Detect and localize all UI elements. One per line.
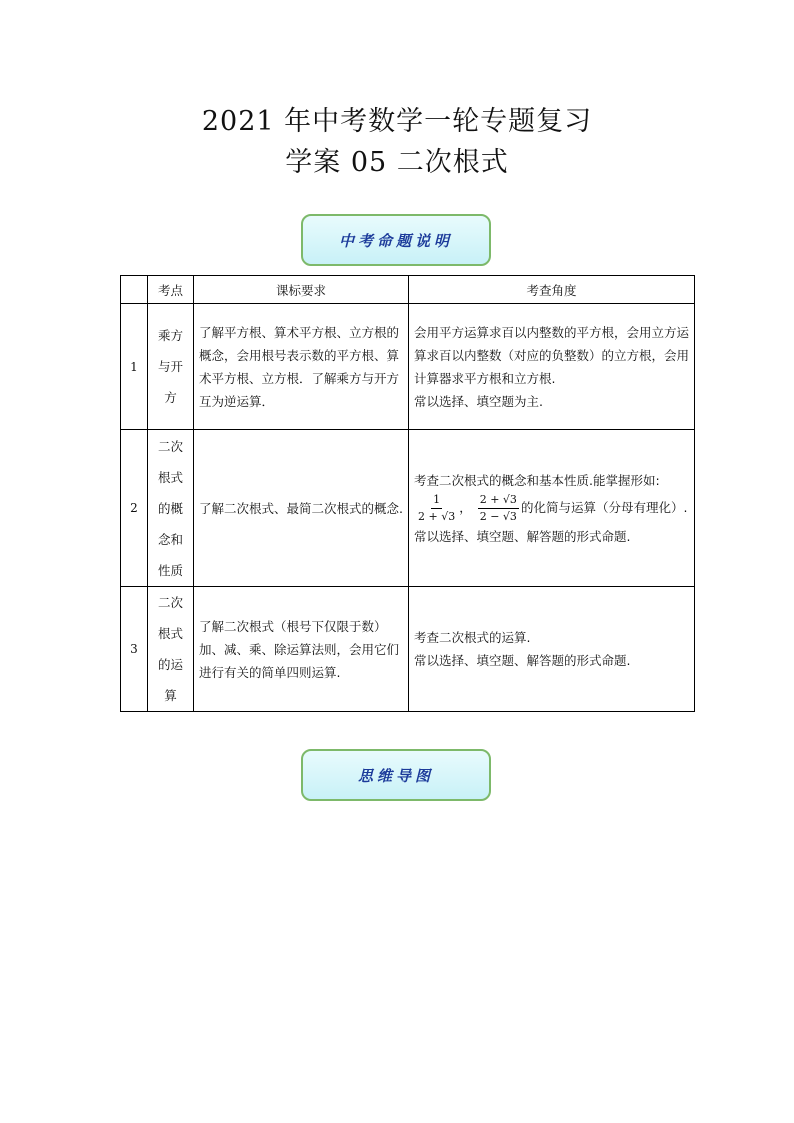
row-number: 3 — [121, 587, 148, 712]
topic-line: 性质 — [157, 562, 183, 578]
fraction-denominator: 2 + √3 — [418, 509, 456, 523]
document-title: 2021 年中考数学一轮专题复习 — [201, 106, 593, 137]
topic-line: 二次 — [157, 438, 183, 454]
row-topic — [148, 304, 194, 430]
header-requirement: 课标要求 — [194, 276, 409, 304]
topic-line: 与开 — [157, 359, 183, 374]
row-requirement: 了解二次根式、最简二次根式的概念. — [194, 430, 409, 587]
topic-line: 根式 — [157, 469, 183, 485]
topic-line: 根式 — [157, 626, 183, 641]
angle-text: 考查二次根式的概念和基本性质.能掌握形如: — [414, 472, 660, 488]
topic-line: 乘方 — [157, 328, 183, 343]
row-topic — [148, 430, 194, 587]
fraction-numerator: 1 — [431, 492, 442, 509]
fraction-1 — [416, 492, 457, 525]
fraction-numerator: 2 + √3 — [478, 492, 519, 509]
header-angle: 考查角度 — [409, 276, 695, 304]
table-row — [121, 304, 695, 430]
row-angle — [409, 304, 695, 430]
topic-line: 的概 — [157, 500, 183, 516]
table-row — [121, 430, 695, 587]
table-header-row — [121, 276, 695, 304]
angle-formula-line — [414, 492, 689, 525]
topic-line: 的运 — [157, 657, 183, 672]
fraction-separator: ， — [459, 499, 472, 515]
angle-text: 常以选择、填空题、解答题的形式命题. — [414, 528, 631, 544]
row-number: 2 — [121, 430, 148, 587]
row-topic — [148, 587, 194, 712]
row-number: 1 — [121, 304, 148, 430]
exam-points-table — [120, 275, 695, 712]
topic-line: 念和 — [157, 531, 183, 547]
angle-text: 常以选择、填空题为主. — [414, 393, 543, 409]
angle-text: 考查二次根式的运算. — [414, 630, 531, 645]
header-topic: 考点 — [148, 276, 194, 304]
fraction-denominator: 2 − √3 — [479, 509, 517, 523]
header-index — [121, 276, 148, 304]
angle-text: 的化简与运算（分母有理化）. — [520, 499, 688, 515]
topic-line: 算 — [164, 688, 177, 703]
section-banner-exam-description: 中考命题说明 — [301, 214, 491, 266]
document-subtitle: 学案 05 二次根式 — [285, 147, 509, 178]
table-row — [121, 587, 695, 712]
row-angle — [409, 430, 695, 587]
topic-line: 二次 — [157, 595, 183, 610]
section-banner-mind-map: 思维导图 — [301, 749, 491, 801]
topic-line: 方 — [164, 390, 177, 405]
angle-text: 常以选择、填空题、解答题的形式命题. — [414, 653, 631, 668]
row-angle — [409, 587, 695, 712]
row-requirement: 了解二次根式（根号下仅限于数）加、减、乘、除运算法则，会用它们进行有关的简单四则运算. — [194, 587, 409, 712]
row-requirement: 了解平方根、算术平方根、立方根的概念，会用根号表示数的平方根、算术平方根、立方根．了解乘方与开方互为逆运算． — [194, 304, 409, 430]
fraction-2 — [478, 492, 519, 525]
angle-text: 会用平方运算求百以内整数的平方根，会用立方运算求百以内整数（对应的负整数）的立方根，会用计算器求平方根和立方根. — [414, 324, 690, 386]
